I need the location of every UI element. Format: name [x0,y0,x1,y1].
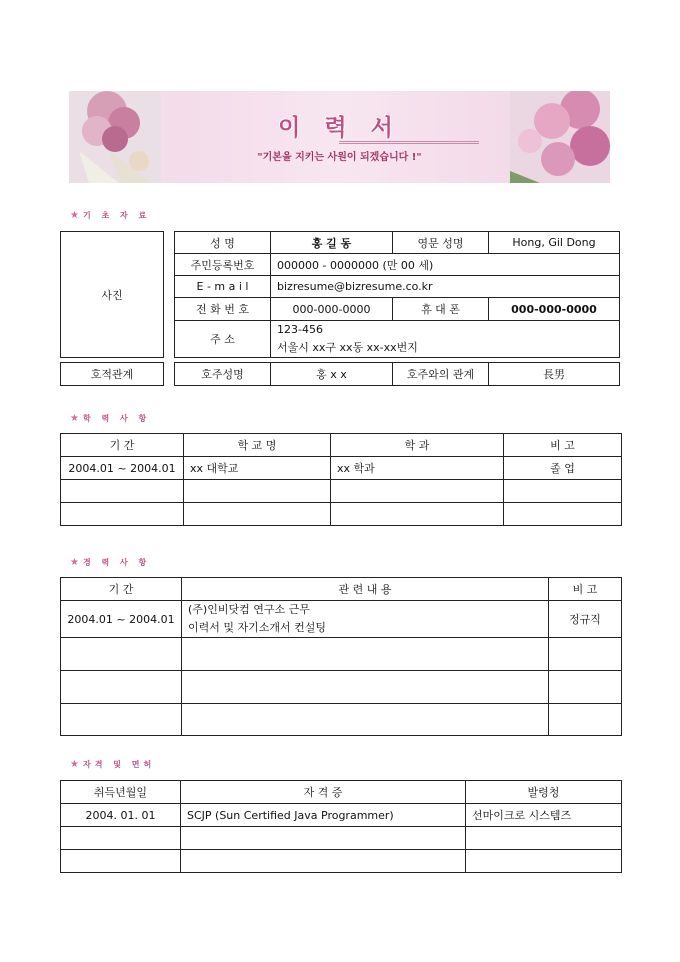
education-table [60,433,622,526]
license-cell [181,827,466,850]
title-rule [339,143,479,144]
note-cell: 졸 업 [504,457,622,480]
period-cell [61,704,182,736]
career-table [60,577,622,736]
relation-label: 호주와의 관계 [392,362,489,386]
table-row [61,704,622,736]
family-label: 호적관계 [60,362,164,386]
header-cell: 기 간 [61,578,182,601]
issuer-cell: 선마이크로 시스템즈 [466,804,622,827]
table-row [61,671,622,704]
license-cell [181,850,466,873]
star-icon: ★ [70,413,79,424]
note-cell [549,671,622,704]
table-row [61,457,622,480]
content-cell [182,601,549,638]
section-career-title: 경 력 사 항 [82,558,151,567]
header-cell: 비 고 [549,578,622,601]
header-cell: 자 격 증 [181,781,466,804]
rrn-value: 000000 - 0000000 (만 00 세) [270,253,620,276]
content-line: (주)인비닷컴 연구소 근무 [188,603,310,616]
note-cell: 정규직 [549,601,622,638]
table-header-row [61,578,622,601]
star-icon: ★ [70,759,79,770]
header-cell: 취득년월일 [61,781,181,804]
content-line: 이력서 및 자기소개서 컨설팅 [188,621,327,634]
title-rule [339,141,479,142]
name-value: 홍 길 동 [270,231,393,254]
name-label: 성 명 [174,231,271,254]
date-cell [61,850,181,873]
mobile-value: 000-000-0000 [488,297,620,321]
content-cell [182,671,549,704]
major-cell [331,503,504,526]
eng-name-label: 영문 성명 [392,231,489,254]
note-cell [504,480,622,503]
date-cell [61,827,181,850]
address-value [270,320,620,358]
relation-value: 長男 [488,362,620,386]
major-cell: xx 학과 [331,457,504,480]
note-cell [549,704,622,736]
section-basic-title: 기 초 자 료 [82,211,151,220]
section-education-title: 학 력 사 항 [82,414,151,423]
content-cell [182,704,549,736]
note-cell [504,503,622,526]
school-cell [184,480,331,503]
email-label: E - m a i l [174,275,271,298]
rrn-label: 주민등록번호 [174,253,271,276]
table-row [61,480,622,503]
date-cell: 2004. 01. 01 [61,804,181,827]
phone-label: 전 화 번 호 [174,297,271,321]
header-cell: 학 과 [331,434,504,457]
star-icon: ★ [70,557,79,568]
head-name-label: 호주성명 [174,362,271,386]
header-cell: 발령청 [466,781,622,804]
school-cell: xx 대학교 [184,457,331,480]
star-icon: ★ [70,210,79,221]
address-label: 주 소 [174,320,271,358]
head-name-value: 홍 x x [270,362,393,386]
school-cell [184,503,331,526]
address-line2: 서울시 xx구 xx동 xx-xx번지 [277,341,418,354]
section-career-header [70,557,150,568]
period-cell [61,503,184,526]
major-cell [331,480,504,503]
table-row [61,601,622,638]
content-cell [182,638,549,671]
phone-value: 000-000-0000 [270,297,393,321]
section-license-header [70,759,155,770]
period-cell [61,671,182,704]
page-title: 이 력 서 [278,114,401,141]
license-table [60,780,622,873]
table-row [61,503,622,526]
table-header-row [61,434,622,457]
header-cell: 기 간 [61,434,184,457]
flower-bouquet-right-image [510,91,610,183]
note-cell [549,638,622,671]
photo-box: 사진 [60,231,164,358]
header-banner [69,91,610,183]
period-cell [61,480,184,503]
issuer-cell [466,850,622,873]
period-cell [61,638,182,671]
header-cell: 학 교 명 [184,434,331,457]
section-license-title: 자격 및 면허 [82,760,156,769]
license-cell: SCJP (Sun Certified Java Programmer) [181,804,466,827]
section-basic-header [70,210,150,221]
table-row [61,827,622,850]
period-cell: 2004.01 ~ 2004.01 [61,601,182,638]
address-line1: 123-456 [277,323,323,336]
issuer-cell [466,827,622,850]
mobile-label: 휴 대 폰 [392,297,489,321]
table-row [61,804,622,827]
header-cell: 관 련 내 용 [182,578,549,601]
table-row [61,638,622,671]
table-header-row [61,781,622,804]
page-subtitle: "기본을 지키는 사원이 되겠습니다 !" [257,152,422,163]
table-row [61,850,622,873]
header-cell: 비 고 [504,434,622,457]
eng-name-value: Hong, Gil Dong [488,231,620,254]
section-education-header [70,413,150,424]
email-value: bizresume@bizresume.co.kr [270,275,620,298]
period-cell: 2004.01 ~ 2004.01 [61,457,184,480]
